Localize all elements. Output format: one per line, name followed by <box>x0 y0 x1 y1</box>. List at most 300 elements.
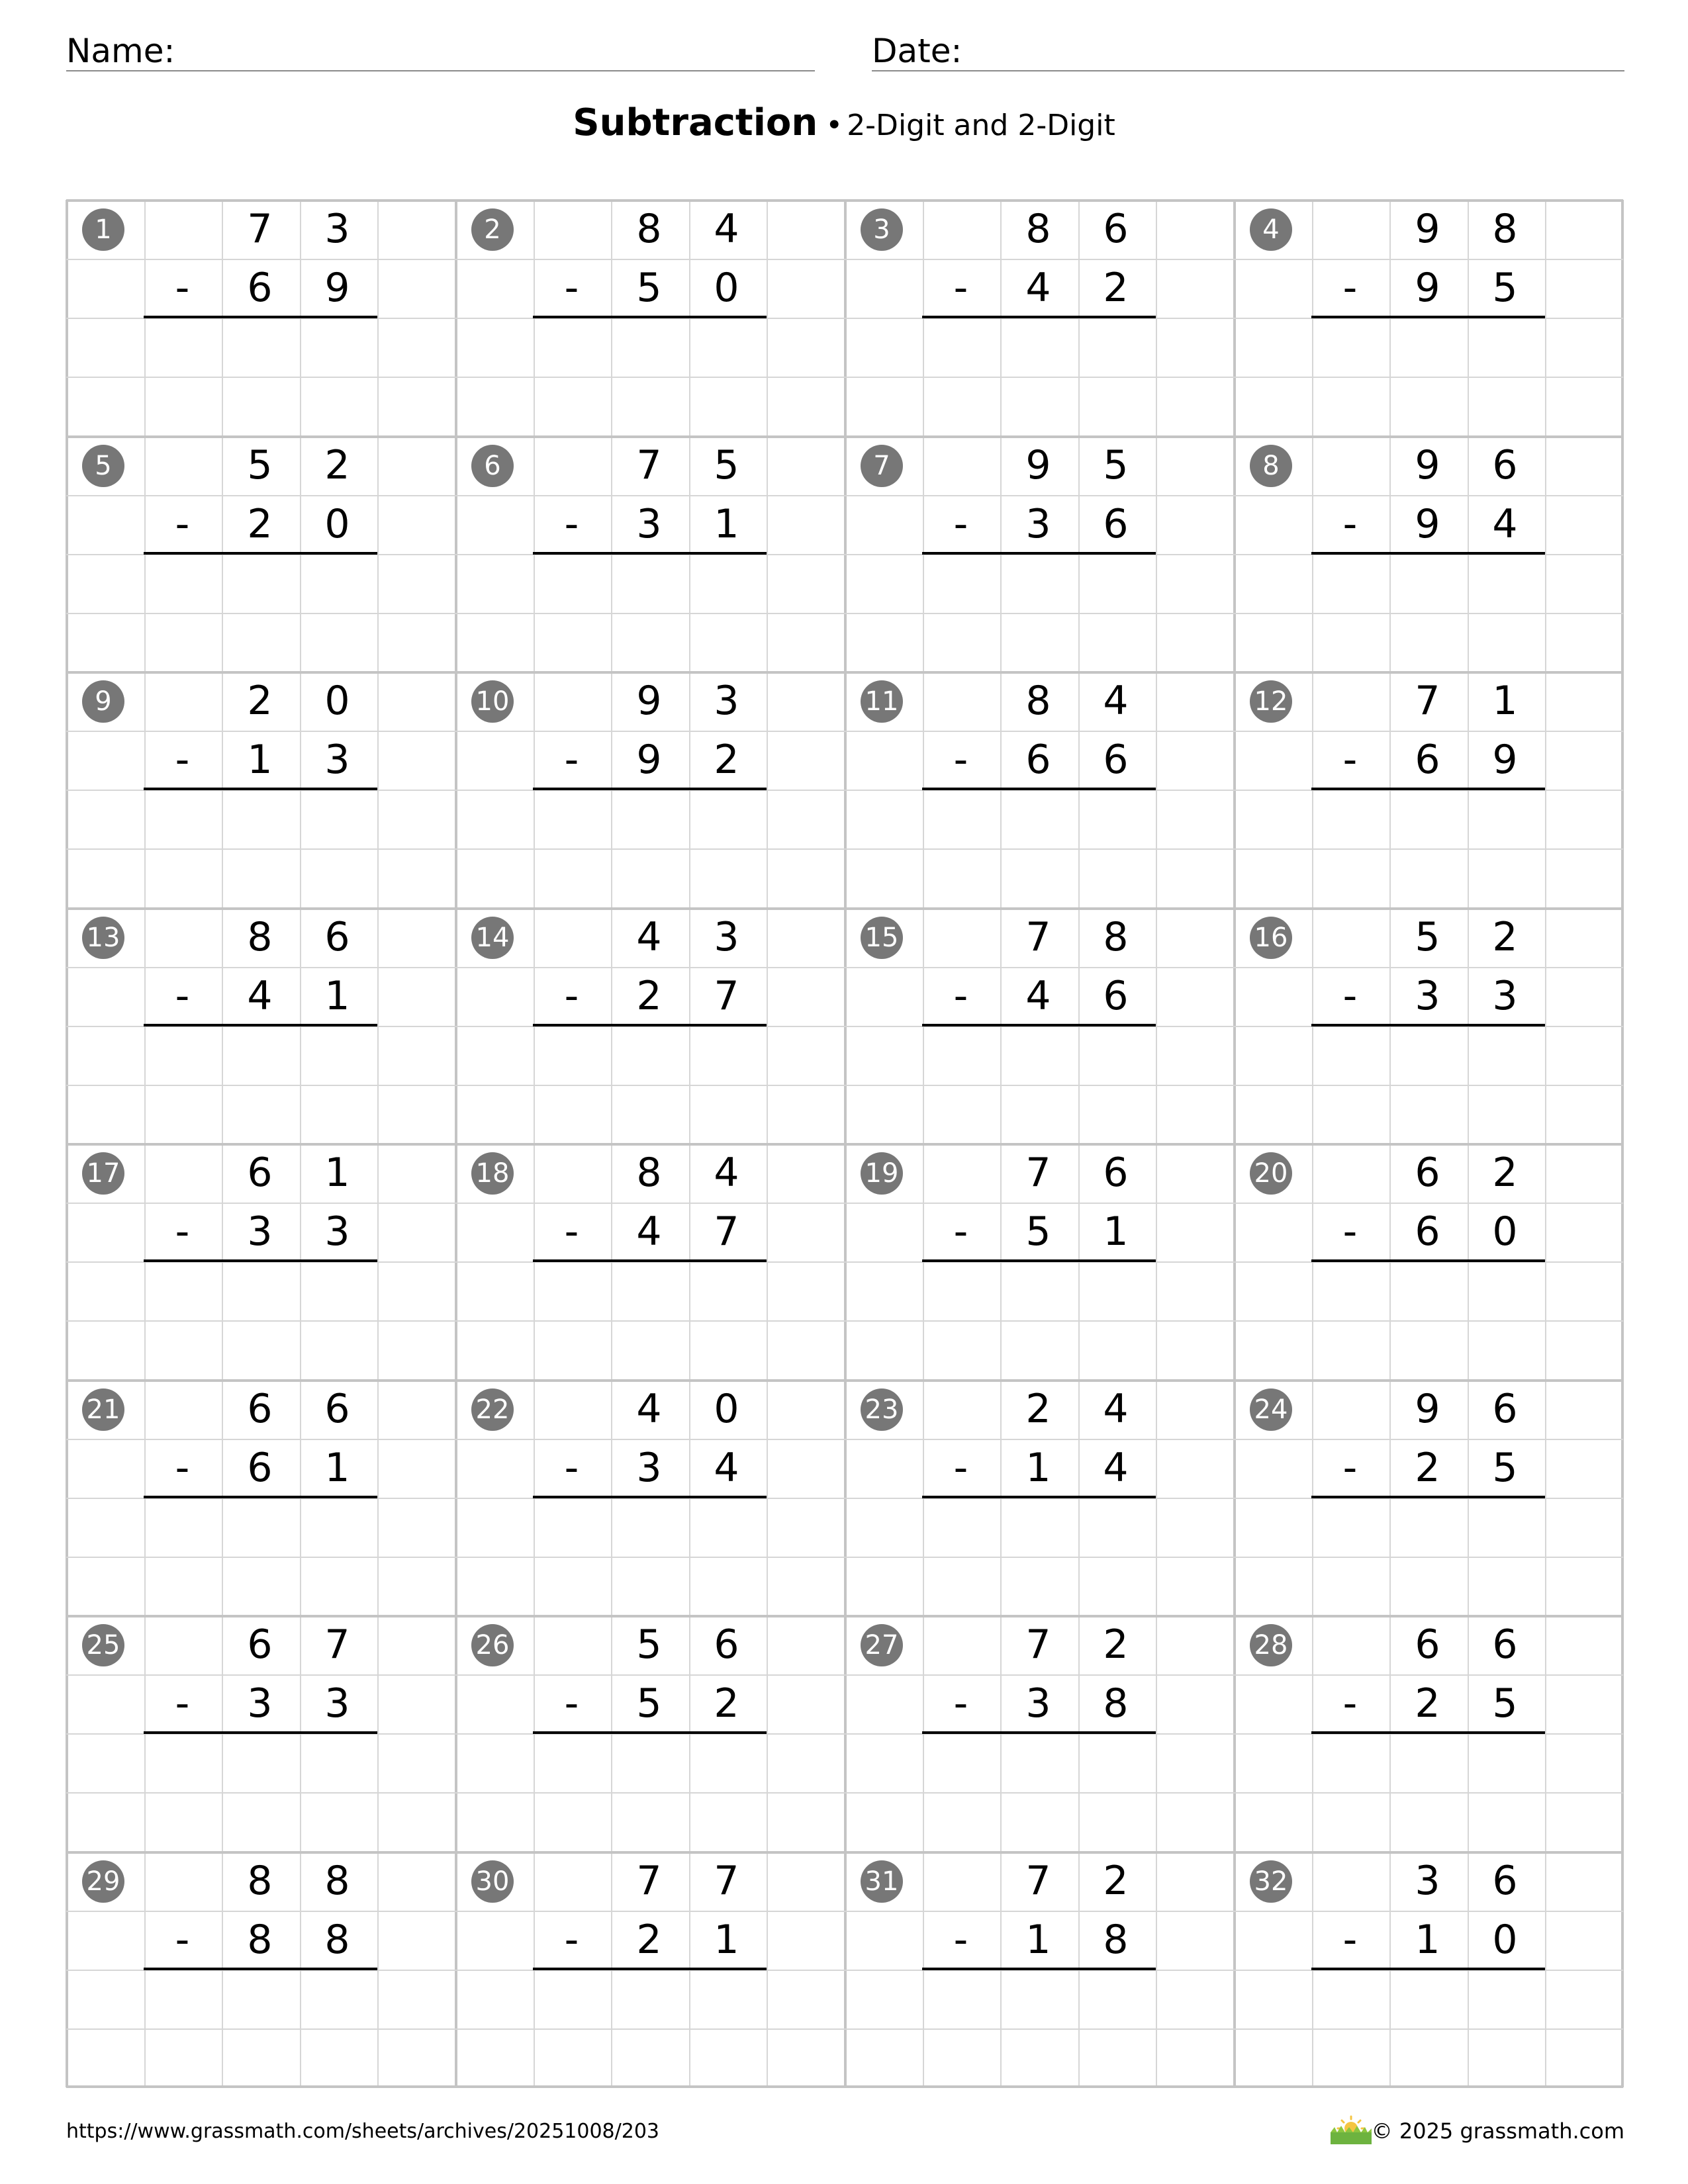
problem-cell <box>66 436 455 672</box>
problem-number-badge: 24 <box>1250 1388 1292 1431</box>
subtrahend-ones-digit: 1 <box>324 973 350 1019</box>
problem-number-badge: 25 <box>82 1624 124 1666</box>
subtrahend-tens-digit: 1 <box>1025 1917 1051 1963</box>
problem-number-badge: 26 <box>471 1624 514 1666</box>
answer-line <box>922 552 1156 555</box>
answer-line <box>533 552 767 555</box>
subtrahend-ones-digit: 1 <box>324 1445 350 1491</box>
subtrahend-tens-digit: 3 <box>247 1680 273 1727</box>
problem-number-badge: 4 <box>1250 208 1292 251</box>
problem-cell <box>455 1144 845 1379</box>
answer-line <box>1311 552 1545 555</box>
subtrahend-tens-digit: 6 <box>247 265 273 311</box>
footer-copyright: © 2025 grassmath.com <box>1371 2118 1624 2144</box>
answer-line <box>922 1024 1156 1026</box>
subtrahend-tens-digit: 6 <box>1415 1208 1440 1255</box>
subtrahend-tens-digit: 6 <box>1415 737 1440 783</box>
problem-number-badge: 8 <box>1250 445 1292 487</box>
problem-number-badge: 21 <box>82 1388 124 1431</box>
minuend-ones-digit: 6 <box>1492 1621 1518 1668</box>
minus-sign: - <box>1342 737 1358 783</box>
problem-cell <box>66 200 455 435</box>
subtrahend-ones-digit: 7 <box>714 1208 739 1255</box>
answer-area[interactable] <box>533 555 767 668</box>
minuend-tens-digit: 9 <box>636 678 662 724</box>
minus-sign: - <box>1342 1445 1358 1491</box>
subtrahend-tens-digit: 5 <box>1025 1208 1051 1255</box>
answer-line <box>144 552 377 555</box>
minuend-ones-digit: 4 <box>714 1150 739 1196</box>
answer-line <box>1311 788 1545 790</box>
subtrahend-ones-digit: 0 <box>1492 1917 1518 1963</box>
minus-sign: - <box>953 1445 968 1491</box>
subtrahend-ones-digit: 2 <box>714 1680 739 1727</box>
subtrahend-tens-digit: 6 <box>247 1445 273 1491</box>
answer-line <box>144 1731 377 1734</box>
answer-area[interactable] <box>1311 1263 1545 1375</box>
minuend-tens-digit: 9 <box>1415 206 1440 252</box>
answer-area[interactable] <box>144 1499 377 1612</box>
problem-number-badge: 20 <box>1250 1152 1292 1195</box>
minus-sign: - <box>953 265 968 311</box>
subtrahend-ones-digit: 1 <box>714 501 739 547</box>
problem-number-badge: 19 <box>861 1152 903 1195</box>
answer-area[interactable] <box>1311 791 1545 903</box>
answer-area[interactable] <box>1311 319 1545 432</box>
problem-cell <box>1234 908 1623 1144</box>
problem-number-badge: 27 <box>861 1624 903 1666</box>
minus-sign: - <box>564 973 579 1019</box>
minuend-ones-digit: 3 <box>324 206 350 252</box>
minuend-ones-digit: 2 <box>1103 1858 1129 1904</box>
minus-sign: - <box>564 501 579 547</box>
answer-area[interactable] <box>533 1499 767 1612</box>
problem-cell <box>455 1852 845 2087</box>
subtrahend-ones-digit: 5 <box>1492 1680 1518 1727</box>
minuend-tens-digit: 6 <box>1415 1621 1440 1668</box>
problem-cell <box>66 1615 455 1851</box>
minuend-ones-digit: 2 <box>1492 1150 1518 1196</box>
answer-area[interactable] <box>533 1027 767 1140</box>
minus-sign: - <box>564 1445 579 1491</box>
minuend-tens-digit: 7 <box>1025 914 1051 960</box>
subtrahend-ones-digit: 9 <box>1492 737 1518 783</box>
problem-number-badge: 12 <box>1250 680 1292 723</box>
problem-number-badge: 29 <box>82 1860 124 1903</box>
problem-number-badge: 13 <box>82 917 124 959</box>
minuend-tens-digit: 6 <box>247 1386 273 1432</box>
answer-area[interactable] <box>922 319 1156 432</box>
subtrahend-ones-digit: 4 <box>714 1445 739 1491</box>
title-subtitle: 2-Digit and 2-Digit <box>847 109 1115 142</box>
minuend-tens-digit: 7 <box>247 206 273 252</box>
answer-line <box>1311 1968 1545 1970</box>
problem-cell <box>455 672 845 907</box>
answer-area[interactable] <box>922 791 1156 903</box>
answer-area[interactable] <box>922 1735 1156 1847</box>
answer-line <box>1311 1259 1545 1262</box>
subtrahend-tens-digit: 4 <box>1025 973 1051 1019</box>
answer-line <box>144 1968 377 1970</box>
minus-sign: - <box>1342 1680 1358 1727</box>
minuend-ones-digit: 0 <box>324 678 350 724</box>
minuend-ones-digit: 5 <box>714 442 739 488</box>
minuend-ones-digit: 8 <box>324 1858 350 1904</box>
subtrahend-tens-digit: 2 <box>636 1917 662 1963</box>
subtrahend-tens-digit: 2 <box>1415 1680 1440 1727</box>
subtrahend-ones-digit: 1 <box>714 1917 739 1963</box>
problem-cell <box>1234 436 1623 672</box>
subtrahend-tens-digit: 3 <box>247 1208 273 1255</box>
subtrahend-ones-digit: 8 <box>1103 1917 1129 1963</box>
minus-sign: - <box>564 1917 579 1963</box>
minuend-ones-digit: 8 <box>1103 914 1129 960</box>
title-separator: • <box>825 109 843 142</box>
answer-line <box>922 788 1156 790</box>
subtrahend-ones-digit: 5 <box>1492 265 1518 311</box>
answer-area[interactable] <box>144 1263 377 1375</box>
minuend-ones-digit: 2 <box>1103 1621 1129 1668</box>
problem-number-badge: 11 <box>861 680 903 723</box>
problem-number-badge: 3 <box>861 208 903 251</box>
minus-sign: - <box>953 1917 968 1963</box>
problem-cell <box>1234 1144 1623 1379</box>
minuend-tens-digit: 4 <box>636 1386 662 1432</box>
subtrahend-tens-digit: 9 <box>636 737 662 783</box>
subtrahend-tens-digit: 2 <box>247 501 273 547</box>
minuend-ones-digit: 3 <box>714 914 739 960</box>
minus-sign: - <box>564 1680 579 1727</box>
answer-line <box>922 316 1156 318</box>
minuend-tens-digit: 7 <box>1025 1858 1051 1904</box>
problem-number-badge: 31 <box>861 1860 903 1903</box>
answer-area[interactable] <box>533 1263 767 1375</box>
problem-number-badge: 23 <box>861 1388 903 1431</box>
answer-line <box>922 1259 1156 1262</box>
problem-cell <box>66 672 455 907</box>
minuend-tens-digit: 8 <box>247 1858 273 1904</box>
subtrahend-ones-digit: 0 <box>1492 1208 1518 1255</box>
minuend-ones-digit: 1 <box>324 1150 350 1196</box>
problem-cell <box>1234 200 1623 435</box>
subtrahend-ones-digit: 5 <box>1492 1445 1518 1491</box>
subtrahend-ones-digit: 2 <box>714 737 739 783</box>
minuend-tens-digit: 9 <box>1415 442 1440 488</box>
problem-cell <box>66 908 455 1144</box>
answer-line <box>144 1024 377 1026</box>
answer-area[interactable] <box>144 1027 377 1140</box>
minus-sign: - <box>175 1917 190 1963</box>
answer-line <box>922 1968 1156 1970</box>
subtrahend-tens-digit: 2 <box>636 973 662 1019</box>
minuend-tens-digit: 2 <box>247 678 273 724</box>
problem-cell <box>845 1852 1234 2087</box>
minuend-ones-digit: 4 <box>1103 678 1129 724</box>
subtrahend-tens-digit: 1 <box>247 737 273 783</box>
subtrahend-ones-digit: 4 <box>1492 501 1518 547</box>
answer-area[interactable] <box>533 791 767 903</box>
answer-line <box>533 1731 767 1734</box>
problem-number-badge: 7 <box>861 445 903 487</box>
minus-sign: - <box>1342 1917 1358 1963</box>
minus-sign: - <box>1342 973 1358 1019</box>
minus-sign: - <box>564 265 579 311</box>
answer-line <box>533 1968 767 1970</box>
answer-area[interactable] <box>922 1971 1156 2083</box>
answer-area[interactable] <box>922 555 1156 668</box>
minuend-ones-digit: 6 <box>1492 1386 1518 1432</box>
answer-line <box>144 1259 377 1262</box>
problem-cell <box>845 200 1234 435</box>
problem-grid <box>66 200 1623 2087</box>
minuend-ones-digit: 6 <box>324 914 350 960</box>
date-field[interactable] <box>872 26 1624 71</box>
subtrahend-tens-digit: 4 <box>1025 265 1051 311</box>
subtrahend-ones-digit: 8 <box>1103 1680 1129 1727</box>
subtrahend-ones-digit: 0 <box>324 501 350 547</box>
minus-sign: - <box>953 1680 968 1727</box>
subtrahend-tens-digit: 1 <box>1025 1445 1051 1491</box>
minus-sign: - <box>1342 501 1358 547</box>
name-label: Name: <box>66 32 175 70</box>
problem-number-badge: 18 <box>471 1152 514 1195</box>
subtrahend-tens-digit: 3 <box>1025 1680 1051 1727</box>
minus-sign: - <box>564 1208 579 1255</box>
answer-line <box>922 1496 1156 1498</box>
minus-sign: - <box>175 501 190 547</box>
subtrahend-tens-digit: 2 <box>1415 1445 1440 1491</box>
minus-sign: - <box>175 973 190 1019</box>
problem-number-badge: 32 <box>1250 1860 1292 1903</box>
answer-line <box>533 1259 767 1262</box>
title-main: Subtraction <box>573 101 818 144</box>
problem-cell <box>66 1144 455 1379</box>
minuend-tens-digit: 9 <box>1025 442 1051 488</box>
subtrahend-tens-digit: 5 <box>636 1680 662 1727</box>
answer-line <box>533 788 767 790</box>
subtrahend-ones-digit: 3 <box>324 1680 350 1727</box>
name-field[interactable] <box>66 26 815 71</box>
problem-cell <box>845 1615 1234 1851</box>
minuend-tens-digit: 7 <box>1415 678 1440 724</box>
minus-sign: - <box>953 1208 968 1255</box>
problem-cell <box>455 908 845 1144</box>
subtrahend-tens-digit: 6 <box>1025 737 1051 783</box>
subtrahend-ones-digit: 6 <box>1103 973 1129 1019</box>
minus-sign: - <box>564 737 579 783</box>
answer-area[interactable] <box>922 1263 1156 1375</box>
subtrahend-ones-digit: 8 <box>324 1917 350 1963</box>
problem-cell <box>845 1380 1234 1615</box>
subtrahend-tens-digit: 3 <box>1025 501 1051 547</box>
minuend-ones-digit: 0 <box>714 1386 739 1432</box>
subtrahend-tens-digit: 9 <box>1415 265 1440 311</box>
problem-cell <box>845 908 1234 1144</box>
answer-area[interactable] <box>922 1027 1156 1140</box>
subtrahend-tens-digit: 8 <box>247 1917 273 1963</box>
problem-cell <box>66 1852 455 2087</box>
subtrahend-ones-digit: 6 <box>1103 501 1129 547</box>
subtrahend-ones-digit: 4 <box>1103 1445 1129 1491</box>
problem-number-badge: 10 <box>471 680 514 723</box>
minuend-tens-digit: 7 <box>1025 1621 1051 1668</box>
minuend-ones-digit: 5 <box>1103 442 1129 488</box>
answer-area[interactable] <box>922 1499 1156 1612</box>
minuend-ones-digit: 6 <box>1492 1858 1518 1904</box>
subtrahend-ones-digit: 3 <box>324 737 350 783</box>
minuend-ones-digit: 6 <box>324 1386 350 1432</box>
minuend-tens-digit: 3 <box>1415 1858 1440 1904</box>
answer-line <box>533 316 767 318</box>
problem-number-badge: 6 <box>471 445 514 487</box>
subtrahend-tens-digit: 3 <box>636 501 662 547</box>
problem-number-badge: 14 <box>471 917 514 959</box>
answer-line <box>1311 1024 1545 1026</box>
subtrahend-tens-digit: 3 <box>636 1445 662 1491</box>
answer-area[interactable] <box>144 791 377 903</box>
problem-number-badge: 15 <box>861 917 903 959</box>
minuend-tens-digit: 8 <box>636 1150 662 1196</box>
minuend-tens-digit: 6 <box>1415 1150 1440 1196</box>
problem-cell <box>1234 1852 1623 2087</box>
answer-area[interactable] <box>1311 1027 1545 1140</box>
answer-area[interactable] <box>533 1971 767 2083</box>
subtrahend-tens-digit: 4 <box>247 973 273 1019</box>
minus-sign: - <box>1342 1208 1358 1255</box>
subtrahend-ones-digit: 3 <box>324 1208 350 1255</box>
problem-cell <box>1234 1380 1623 1615</box>
problem-number-badge: 17 <box>82 1152 124 1195</box>
answer-area[interactable] <box>533 319 767 432</box>
answer-area[interactable] <box>1311 1499 1545 1612</box>
answer-line <box>144 1496 377 1498</box>
problem-number-badge: 16 <box>1250 917 1292 959</box>
problem-cell <box>1234 672 1623 907</box>
answer-line <box>533 1496 767 1498</box>
minuend-tens-digit: 5 <box>1415 914 1440 960</box>
minuend-tens-digit: 2 <box>1025 1386 1051 1432</box>
problem-number-badge: 5 <box>82 445 124 487</box>
minuend-tens-digit: 5 <box>636 1621 662 1668</box>
answer-area[interactable] <box>1311 1971 1545 2083</box>
problem-cell <box>845 672 1234 907</box>
grass-sun-logo-icon <box>1328 2114 1374 2146</box>
minuend-tens-digit: 6 <box>247 1150 273 1196</box>
subtrahend-tens-digit: 9 <box>1415 501 1440 547</box>
subtrahend-ones-digit: 9 <box>324 265 350 311</box>
answer-line <box>1311 1496 1545 1498</box>
subtrahend-tens-digit: 3 <box>1415 973 1440 1019</box>
minus-sign: - <box>175 1208 190 1255</box>
date-label: Date: <box>872 32 962 70</box>
problem-number-badge: 1 <box>82 208 124 251</box>
problem-number-badge: 22 <box>471 1388 514 1431</box>
problem-number-badge: 30 <box>471 1860 514 1903</box>
minus-sign: - <box>175 1680 190 1727</box>
answer-area[interactable] <box>144 1735 377 1847</box>
minuend-tens-digit: 7 <box>636 442 662 488</box>
footer-url: https://www.grassmath.com/sheets/archives/20251008/203 <box>66 2120 660 2143</box>
minuend-tens-digit: 8 <box>1025 678 1051 724</box>
minuend-ones-digit: 7 <box>324 1621 350 1668</box>
subtrahend-tens-digit: 1 <box>1415 1917 1440 1963</box>
answer-area[interactable] <box>144 1971 377 2083</box>
problem-number-badge: 28 <box>1250 1624 1292 1666</box>
problem-cell <box>845 1144 1234 1379</box>
problem-cell <box>455 1380 845 1615</box>
minuend-ones-digit: 6 <box>1103 1150 1129 1196</box>
minuend-ones-digit: 2 <box>324 442 350 488</box>
minuend-ones-digit: 6 <box>1492 442 1518 488</box>
problem-cell <box>1234 1615 1623 1851</box>
subtrahend-tens-digit: 4 <box>636 1208 662 1255</box>
subtrahend-ones-digit: 2 <box>1103 265 1129 311</box>
minuend-tens-digit: 5 <box>247 442 273 488</box>
answer-area[interactable] <box>144 555 377 668</box>
minuend-tens-digit: 9 <box>1415 1386 1440 1432</box>
answer-area[interactable] <box>1311 1735 1545 1847</box>
minuend-tens-digit: 8 <box>247 914 273 960</box>
answer-line <box>922 1731 1156 1734</box>
answer-line <box>144 788 377 790</box>
minuend-ones-digit: 3 <box>714 678 739 724</box>
minus-sign: - <box>953 737 968 783</box>
subtrahend-ones-digit: 7 <box>714 973 739 1019</box>
problem-number-badge: 9 <box>82 680 124 723</box>
answer-area[interactable] <box>1311 555 1545 668</box>
minuend-tens-digit: 8 <box>1025 206 1051 252</box>
minuend-ones-digit: 4 <box>1103 1386 1129 1432</box>
answer-line <box>1311 1731 1545 1734</box>
answer-line <box>144 316 377 318</box>
minuend-tens-digit: 7 <box>1025 1150 1051 1196</box>
minus-sign: - <box>953 973 968 1019</box>
minuend-ones-digit: 6 <box>1103 206 1129 252</box>
minuend-ones-digit: 6 <box>714 1621 739 1668</box>
subtrahend-ones-digit: 6 <box>1103 737 1129 783</box>
subtrahend-ones-digit: 1 <box>1103 1208 1129 1255</box>
answer-area[interactable] <box>144 319 377 432</box>
problem-number-badge: 2 <box>471 208 514 251</box>
minuend-tens-digit: 4 <box>636 914 662 960</box>
minus-sign: - <box>175 737 190 783</box>
minuend-ones-digit: 2 <box>1492 914 1518 960</box>
minuend-tens-digit: 7 <box>636 1858 662 1904</box>
subtrahend-ones-digit: 0 <box>714 265 739 311</box>
minuend-ones-digit: 1 <box>1492 678 1518 724</box>
minuend-tens-digit: 6 <box>247 1621 273 1668</box>
minuend-ones-digit: 7 <box>714 1858 739 1904</box>
subtrahend-tens-digit: 5 <box>636 265 662 311</box>
answer-line <box>533 1024 767 1026</box>
problem-cell <box>845 436 1234 672</box>
minuend-ones-digit: 8 <box>1492 206 1518 252</box>
problem-cell <box>455 200 845 435</box>
minus-sign: - <box>1342 265 1358 311</box>
problem-cell <box>66 1380 455 1615</box>
minuend-tens-digit: 8 <box>636 206 662 252</box>
problem-cell <box>455 436 845 672</box>
minus-sign: - <box>175 1445 190 1491</box>
answer-area[interactable] <box>533 1735 767 1847</box>
worksheet-title <box>0 101 1688 144</box>
answer-line <box>1311 316 1545 318</box>
minus-sign: - <box>175 265 190 311</box>
minus-sign: - <box>953 501 968 547</box>
problem-cell <box>455 1615 845 1851</box>
minuend-ones-digit: 4 <box>714 206 739 252</box>
subtrahend-ones-digit: 3 <box>1492 973 1518 1019</box>
